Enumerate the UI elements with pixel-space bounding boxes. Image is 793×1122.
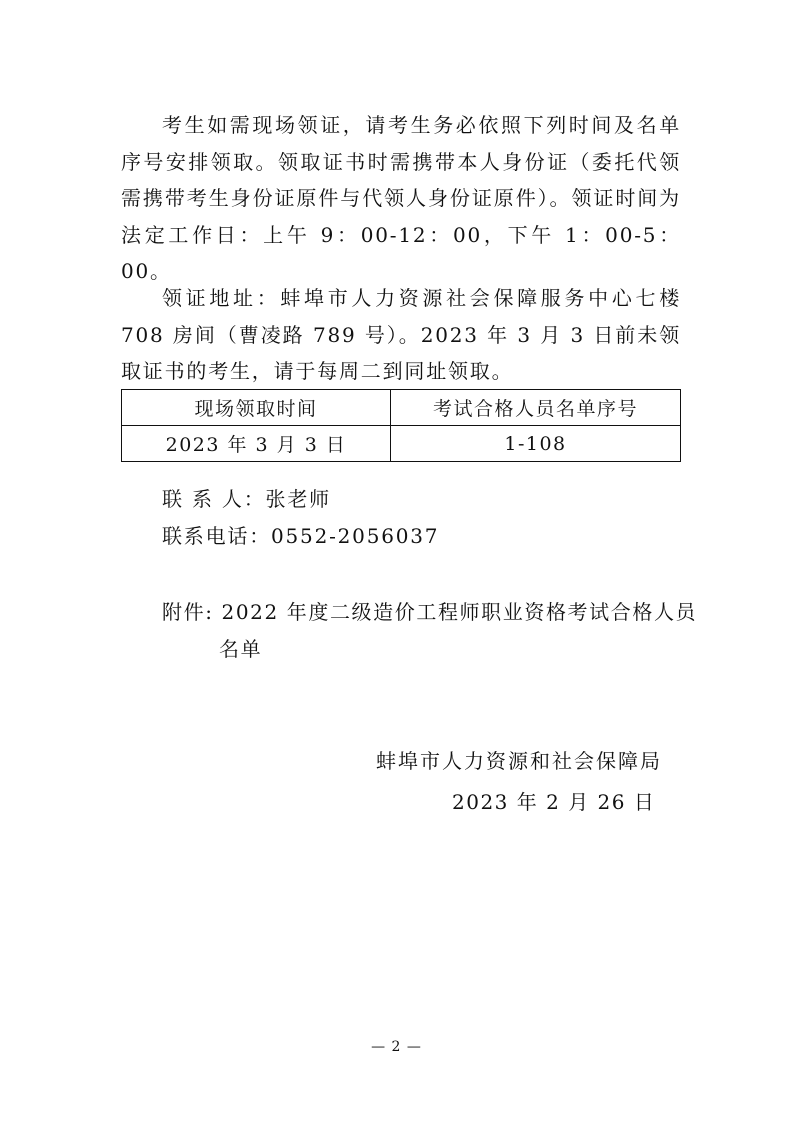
- issue-date: 2023 年 2 月 26 日: [452, 790, 656, 814]
- table-header-row: [122, 390, 681, 426]
- table-cell-date: 2023 年 3 月 3 日: [122, 426, 391, 462]
- attachment-continuation: 名单: [219, 636, 263, 661]
- contact-person: 联 系 人：张老师: [162, 487, 331, 511]
- table-cell-range: 1-108: [391, 426, 681, 462]
- collection-schedule-table: [121, 389, 681, 462]
- table-row: [122, 426, 681, 462]
- notice-paragraph-collection: 考生如需现场领证，请考生务必依照下列时间及名单序号安排领取。领取证书时需携带本人身份证（委托代领需携带考生身份证原件与代领人身份证原件）。领证时间为法定工作日：上午 9：00-12：00，下午 1：00-5：00。: [121, 113, 681, 283]
- table-header-time: 现场领取时间: [122, 390, 391, 426]
- table-header-sequence: 考试合格人员名单序号: [391, 390, 681, 426]
- page-number: — 2 —: [371, 1039, 422, 1055]
- attachment-label: 附件: 2022 年度二级造价工程师职业资格考试合格人员: [162, 600, 698, 624]
- notice-paragraph-address: 领证地址：蚌埠市人力资源社会保障服务中心七楼 708 房间（曹凌路 789 号）。2023 年 3 月 3 日前未领取证书的考生，请于每周二到同址领取。: [121, 286, 681, 383]
- attachment-note: [162, 594, 698, 667]
- issuing-organization: 蚌埠市人力资源和社会保障局: [376, 749, 662, 773]
- contact-phone: 联系电话：0552-2056037: [162, 524, 440, 548]
